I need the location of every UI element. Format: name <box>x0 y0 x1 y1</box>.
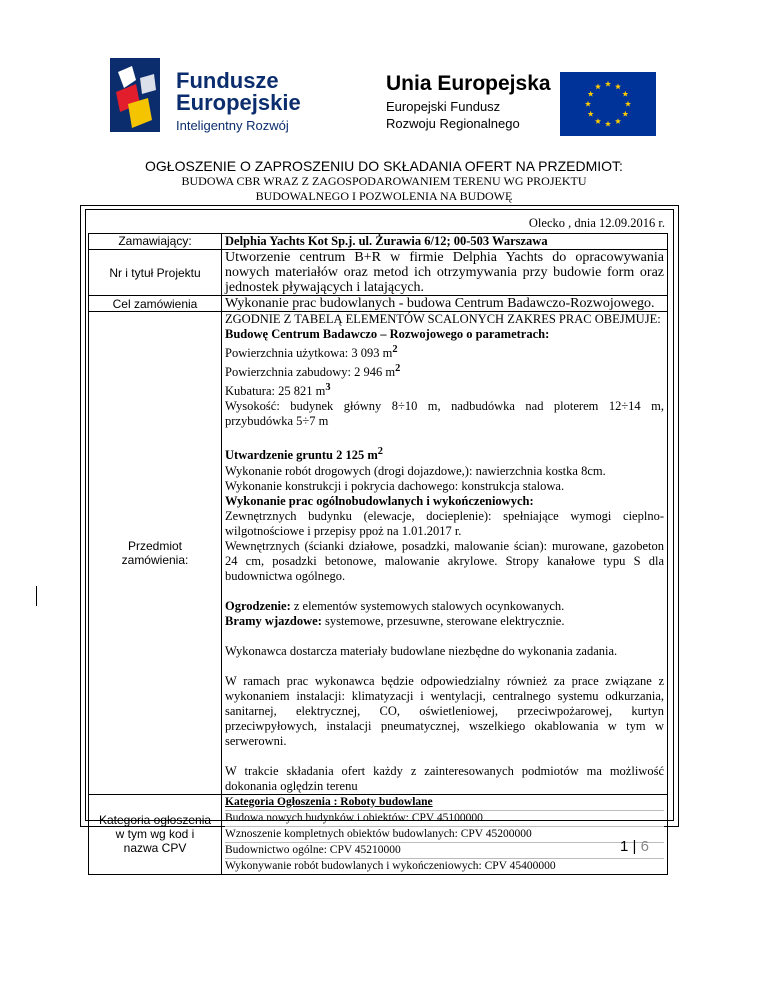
utwardzenie: Utwardzenie gruntu 2 125 $m^2$ <box>225 446 383 463</box>
fe-subtitle: Inteligentny Rozwój <box>176 118 289 133</box>
value-kategoria <box>222 794 668 874</box>
cpv-item: Budowa nowych budynków i obiektów: CPV 45100000 <box>225 811 664 827</box>
kubatura: Kubatura: 25 821 $m^3$ <box>225 382 331 399</box>
kategoria-heading: Kategoria Ogłoszenia : Roboty budowlane <box>225 795 664 811</box>
ogolnobud-heading: Wykonanie prac ogólnobudowlanych i wykończeniowych: <box>225 493 534 508</box>
budowa-heading: Budowę Centrum Badawczo – Rozwojowego o parametrach: <box>225 327 550 341</box>
value-zamawiajacy: Delphia Yachts Kot Sp.j. ul. Żurawia 6/12; 00-503 Warszawa <box>222 234 668 250</box>
fe-title: Fundusze Europejskie <box>176 68 301 115</box>
table-row <box>89 296 668 312</box>
table-row <box>89 250 668 296</box>
date-line: Olecko , dnia 12.09.2016 r. <box>528 216 665 230</box>
label-zamawiajacy: Zamawiający: <box>89 234 222 250</box>
table-row <box>89 312 668 795</box>
ogrodzenie: Ogrodzenie: z elementów systemowych stalowych ocynkowanych. <box>225 598 565 613</box>
cpv-item: Wykonywanie robót budowlanych i wykończeniowych: CPV 45400000 <box>225 859 556 872</box>
eu-flag-icon <box>560 72 656 136</box>
announcement-title: OGŁOSZENIE O ZAPROSZENIU DO SKŁADANIA OFERT NA PRZEDMIOT: <box>145 158 623 174</box>
ue-title: Unia Europejska <box>386 72 551 95</box>
fundusze-europejskie-logo-icon <box>110 58 160 132</box>
label-cel: Cel zamówienia <box>89 296 222 312</box>
instalacje: W ramach prac wykonawca będzie odpowiedzialny również za prace związane z wykonaniem instalacji: klimatyzacji i wentylacji, centralnego systemu odkurzania, sanitarnej, elektrycznej, CO, oświetleniowej, przeciwpożarowej, kurtyn przeciwpyłowych, instalacji pneumatycznej, wszelkiego okablowania w tym w serwerowni. <box>225 673 664 748</box>
scope-intro: ZGODNIE Z TABELĄ ELEMENTÓW SCALONYCH ZAKRES PRAC OBEJMUJE: <box>225 312 661 326</box>
page-number: 1 | 6 <box>620 838 649 855</box>
pow-zabudowy: Powierzchnia zabudowy: 2 946 $m^2$ <box>225 363 401 380</box>
label-kategoria: Kategoria ogłoszenia w tym wg kod i nazwa CPV <box>89 794 222 874</box>
value-przedmiot <box>222 312 668 795</box>
ogledziny: W trakcie składania ofert każdy z zainteresowanych podmiotów ma możliwość dokonania oględzin terenu <box>225 763 664 793</box>
cpv-item: Wznoszenie kompletnych obiektów budowlanych: CPV 45200000 <box>225 827 664 843</box>
value-cel: Wykonanie prac budowlanych - budowa Centrum Badawczo-Rozwojowego. <box>222 296 668 312</box>
drogi: Wykonanie robót drogowych (drogi dojazdowe,): nawierzchnia kostka 8cm. <box>225 463 606 478</box>
table-row <box>89 794 668 874</box>
konstrukcja: Wykonanie konstrukcji i pokrycia dachowego: konstrukcja stalowa. <box>225 478 565 493</box>
ue-subtitle: Europejski Fundusz Rozwoju Regionalnego <box>386 99 520 131</box>
materialy: Wykonawca dostarcza materiały budowlane niezbędne do wykonania zadania. <box>225 643 618 658</box>
zewnetrzne: Zewnętrznych budynku (elewacje, docieplenie): spełniające wymogi cieplno-wilgotnościowe i przepisy ppoż na 1.01.2017 r. <box>225 508 664 538</box>
value-projekt: Utworzenie centrum B+R w firmie Delphia Yachts do opracowywania nowych materiałów oraz metod ich otrzymywania przy budowie form oraz jednostek pływających i latających. <box>222 250 668 296</box>
bramy: Bramy wjazdowe: systemowe, przesuwne, sterowane elektrycznie. <box>225 613 565 628</box>
cpv-item: Budownictwo ogólne: CPV 45210000 <box>225 843 664 859</box>
label-projekt: Nr i tytuł Projektu <box>89 250 222 296</box>
announcement-subject: BUDOWA CBR WRAZ Z ZAGOSPODAROWANIEM TERENU WG PROJEKTU BUDOWALNEGO I POZWOLENIA NA BUDOWĘ <box>181 174 587 203</box>
pow-uzytkowa: Powierzchnia użytkowa: 3 093 $m^2$ <box>225 344 398 361</box>
wewnetrzne: Wewnętrznych (ścianki działowe, posadzki, malowanie ścian): murowane, gazobeton 24 cm, posadzki betonowe, malowanie akrylowe. Stropy kanałowe typu S dla budownictwa ogólnego. <box>225 538 664 583</box>
label-przedmiot: Przedmiot zamówienia: <box>89 312 222 795</box>
margin-mark <box>36 586 37 606</box>
table-row <box>89 234 668 250</box>
announcement-table <box>88 233 668 875</box>
wysokosc: Wysokość: budynek główny 8÷10 m, nadbudówka nad ploterem 12÷14 m, przybudówka 5÷7 m <box>225 399 664 429</box>
